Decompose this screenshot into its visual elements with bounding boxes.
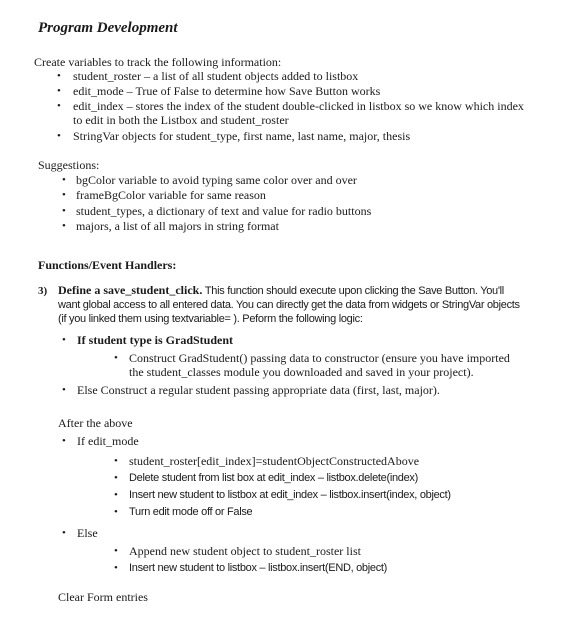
bullet: • bbox=[62, 527, 66, 539]
grad-sub-2: the student_classes module you downloaded and saved in your project). bbox=[129, 365, 474, 379]
bullet: • bbox=[62, 384, 66, 396]
edit-sub-1: student_roster[edit_index]=studentObjectConstructedAbove bbox=[129, 454, 420, 468]
bullet: • bbox=[62, 435, 66, 447]
suggestion-2: frameBgColor variable for same reason bbox=[76, 188, 266, 202]
functions-heading: Functions/Event Handlers: bbox=[38, 258, 177, 272]
else-label: Else bbox=[77, 526, 98, 540]
suggestions-heading: Suggestions: bbox=[38, 158, 100, 172]
suggestion-4: majors, a list of all majors in string format bbox=[76, 219, 279, 233]
bullet: • bbox=[57, 130, 61, 142]
bullet: • bbox=[114, 489, 118, 501]
create-item-3-cont: to edit in both the Listbox and student_roster bbox=[73, 113, 289, 127]
bullet: • bbox=[62, 334, 66, 346]
grad-sub-1: Construct GradStudent() passing data to constructor (ensure you have imported bbox=[129, 351, 510, 365]
bullet: • bbox=[57, 70, 61, 82]
bullet: • bbox=[114, 472, 118, 484]
bullet: • bbox=[114, 506, 118, 518]
bullet: • bbox=[57, 100, 61, 112]
page-title: Program Development bbox=[38, 20, 178, 36]
else-sub-1: Append new student object to student_roster list bbox=[129, 544, 361, 558]
bullet: • bbox=[57, 85, 61, 97]
bullet: • bbox=[114, 352, 118, 364]
step3-line3: (if you linked them using textvariable= ). Peform the following logic: bbox=[58, 313, 363, 325]
step3-bold: Define a save_student_click. bbox=[58, 283, 203, 297]
if-edit-mode: If edit_mode bbox=[77, 434, 139, 448]
if-grad: If student type is GradStudent bbox=[77, 333, 234, 347]
edit-sub-3: Insert new student to listbox at edit_index – listbox.insert(index, object) bbox=[129, 489, 451, 501]
suggestion-1: bgColor variable to avoid typing same color over and over bbox=[76, 173, 357, 187]
clear-form: Clear Form entries bbox=[58, 590, 148, 604]
create-item-1: student_roster – a list of all student objects added to listbox bbox=[73, 69, 359, 83]
suggestion-3: student_types, a dictionary of text and value for radio buttons bbox=[76, 204, 372, 218]
bullet: • bbox=[114, 545, 118, 557]
bullet: • bbox=[62, 174, 66, 186]
edit-sub-4: Turn edit mode off or False bbox=[129, 506, 253, 518]
step-number: 3) bbox=[38, 285, 48, 297]
bullet: • bbox=[62, 205, 66, 217]
bullet: • bbox=[62, 220, 66, 232]
bullet: • bbox=[114, 455, 118, 467]
create-item-4: StringVar objects for student_type, first name, last name, major, thesis bbox=[73, 129, 411, 143]
step3-line2: want global access to all entered data. You can directly get the data from widgets or StringVar objects bbox=[58, 299, 520, 311]
create-item-3: edit_index – stores the index of the student double-clicked in listbox so we know which index bbox=[73, 99, 524, 113]
bullet: • bbox=[114, 562, 118, 574]
step3-rest: This function should execute upon clicking the Save Button. You'll bbox=[202, 285, 504, 297]
after-the-above: After the above bbox=[58, 416, 133, 430]
edit-sub-2: Delete student from list box at edit_index – listbox.delete(index) bbox=[129, 472, 418, 484]
create-item-2: edit_mode – True of False to determine how Save Button works bbox=[73, 84, 381, 98]
bullet: • bbox=[62, 189, 66, 201]
create-intro: Create variables to track the following information: bbox=[34, 55, 282, 69]
else-construct: Else Construct a regular student passing appropriate data (first, last, major). bbox=[77, 383, 440, 397]
step3-line1 bbox=[58, 283, 504, 298]
else-sub-2: Insert new student to listbox – listbox.insert(END, object) bbox=[129, 562, 388, 574]
